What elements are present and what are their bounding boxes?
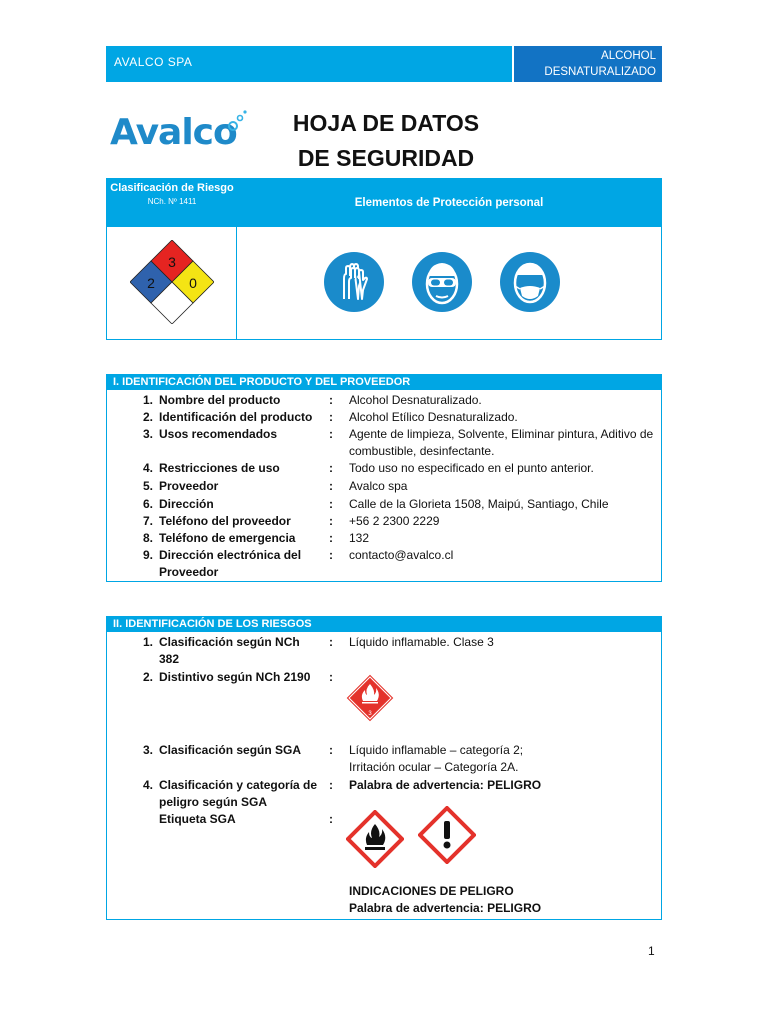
- goggles-icon: [412, 252, 472, 312]
- row-colon: :: [329, 461, 333, 475]
- row-value: Palabra de advertencia: PELIGRO: [349, 778, 542, 792]
- row-colon: :: [329, 531, 333, 545]
- section-1-header: [106, 374, 662, 390]
- row-colon: :: [329, 635, 333, 649]
- row-number: 1.: [142, 393, 153, 407]
- row-label: Nombre del producto: [159, 393, 281, 407]
- row-label: Teléfono de emergencia: [159, 531, 296, 545]
- product-line-2: DESNATURALIZADO: [544, 66, 656, 78]
- row-number: 4.: [142, 778, 153, 792]
- row-number: 8.: [142, 531, 153, 545]
- row-value: +56 2 2300 2229: [349, 514, 440, 528]
- section-2-title: II. IDENTIFICACIÓN DE LOS RIESGOS: [113, 618, 312, 630]
- gloves-icon: [324, 252, 384, 312]
- row-label: Restricciones de uso: [159, 461, 280, 475]
- row-label: Teléfono del proveedor: [159, 514, 291, 528]
- ghs-flame-icon: [346, 810, 404, 868]
- hazard-word: Palabra de advertencia: PELIGRO: [349, 901, 542, 915]
- row-value: Avalco spa: [349, 479, 408, 493]
- ppe-label: Elementos de Protección personal: [354, 197, 544, 209]
- bubbles-icon: [222, 108, 252, 138]
- row-number: 5.: [142, 479, 153, 493]
- row-colon: :: [329, 548, 333, 562]
- row-label: Clasificación según NCh 382: [159, 635, 300, 666]
- header-product: [514, 46, 662, 82]
- ppe-header: [237, 179, 661, 227]
- row-colon: :: [329, 479, 333, 493]
- flammable-liquid-placard-icon: [344, 672, 396, 724]
- row-number: 3.: [142, 427, 153, 441]
- row-colon: :: [329, 497, 333, 511]
- row-value: Líquido inflamable – categoría 2; Irritación ocular – Categoría 2A.: [349, 743, 524, 774]
- row-value: Líquido inflamable. Clase 3: [349, 635, 494, 649]
- row-colon: :: [329, 778, 333, 792]
- row-colon: :: [329, 393, 333, 407]
- page-number: 1: [648, 944, 655, 958]
- row-label: Clasificación y categoría de peligro según SGA: [159, 778, 318, 809]
- risk-classification-label: Clasificación de Riesgo: [110, 182, 234, 194]
- nfpa-diamond-icon: [130, 240, 214, 324]
- product-line-1: ALCOHOL: [601, 50, 656, 62]
- risk-classification-header: [107, 179, 237, 227]
- row-label: Identificación del producto: [159, 410, 313, 424]
- title-line-1: HOJA DE DATOS: [292, 110, 480, 136]
- ghs-exclamation-icon: [418, 806, 476, 864]
- box-divider: [236, 227, 237, 339]
- row-number: 2.: [142, 670, 153, 684]
- document-title: [256, 106, 516, 176]
- section-1-table: [106, 390, 662, 582]
- nfpa-flammability: 3: [168, 254, 176, 270]
- row-colon: :: [329, 812, 333, 826]
- row-number: 3.: [142, 743, 153, 757]
- row-value: Todo uso no especificado en el punto anterior.: [349, 461, 594, 475]
- company-name: AVALCO SPA: [114, 55, 193, 69]
- row-value: contacto@avalco.cl: [349, 548, 454, 562]
- header-company: [106, 46, 512, 82]
- row-number: 4.: [142, 461, 153, 475]
- nfpa-health: 2: [147, 275, 155, 291]
- hazard-title: INDICACIONES DE PELIGRO: [349, 884, 514, 898]
- row-label: Clasificación según SGA: [159, 743, 302, 757]
- row-number: 2.: [142, 410, 153, 424]
- row-label: Dirección electrónica del Proveedor: [159, 548, 302, 579]
- row-label: Usos recomendados: [159, 427, 278, 441]
- row-number: 7.: [142, 514, 153, 528]
- svg-text:3: 3: [368, 711, 372, 717]
- sga-label: Etiqueta SGA: [159, 812, 236, 826]
- row-number: 9.: [142, 548, 153, 562]
- logo-text: Avalco: [110, 112, 237, 153]
- avalco-logo: [110, 108, 240, 158]
- row-value: 132: [349, 531, 370, 545]
- row-value: Alcohol Desnaturalizado.: [349, 393, 482, 407]
- row-colon: :: [329, 743, 333, 757]
- row-label: Distintivo según NCh 2190: [159, 670, 311, 684]
- row-number: 1.: [142, 635, 153, 649]
- nfpa-reactivity: 0: [189, 275, 197, 291]
- section-2-header: [106, 616, 662, 632]
- section-1-title: I. IDENTIFICACIÓN DEL PRODUCTO Y DEL PROVEEDOR: [113, 376, 411, 388]
- row-colon: :: [329, 514, 333, 528]
- row-number: 6.: [142, 497, 153, 511]
- face-mask-icon: [500, 252, 560, 312]
- risk-classification-norm: NCh. Nº 1411: [147, 197, 197, 206]
- row-colon: :: [329, 410, 333, 424]
- row-colon: :: [329, 670, 333, 684]
- row-label: Dirección: [159, 497, 214, 511]
- title-line-2: DE SEGURIDAD: [297, 145, 475, 171]
- row-value: Alcohol Etílico Desnaturalizado.: [349, 410, 518, 424]
- row-value: Agente de limpieza, Solvente, Eliminar pintura, Aditivo de combustible, desinfectante.: [349, 427, 654, 458]
- row-label: Proveedor: [159, 479, 219, 493]
- row-value: Calle de la Glorieta 1508, Maipú, Santiago, Chile: [349, 497, 609, 511]
- row-colon: :: [329, 427, 333, 441]
